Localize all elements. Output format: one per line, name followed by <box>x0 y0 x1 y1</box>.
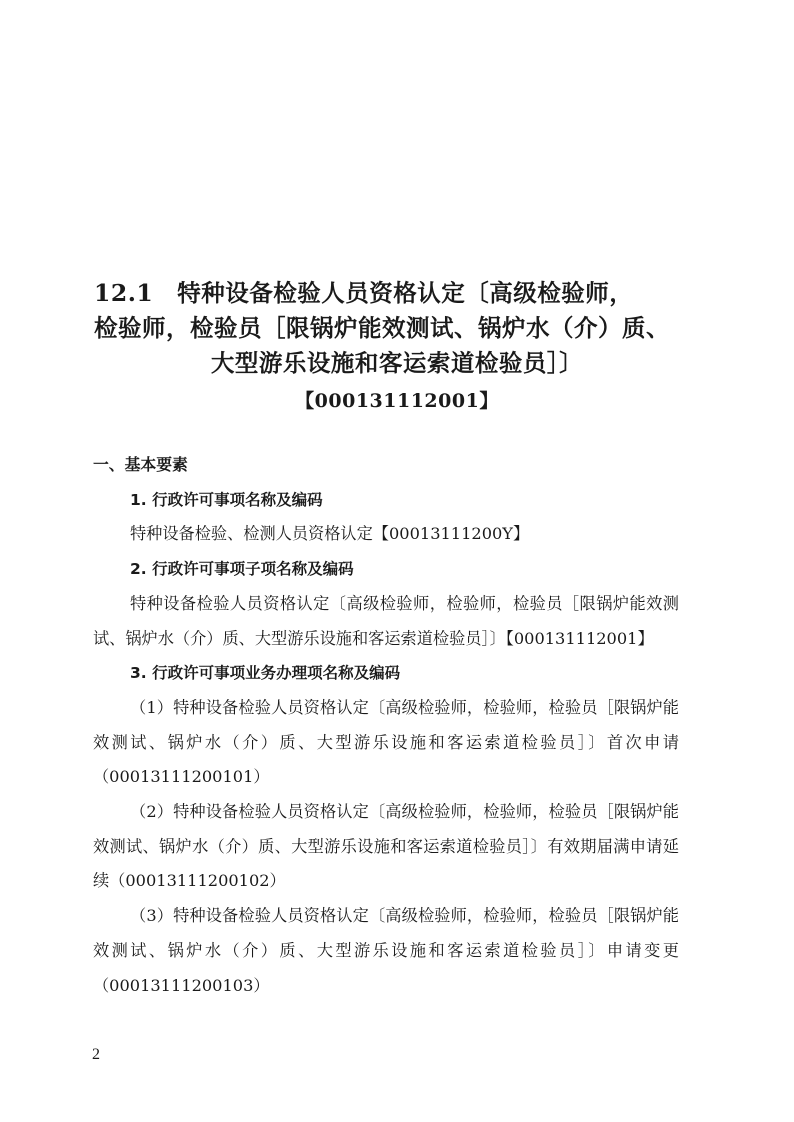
item1-heading: 1. 行政许可事项名称及编码 <box>130 490 323 509</box>
item3-sub3: （3）特种设备检验人员资格认定〔高级检验师，检验师，检验员［限锅炉能效测试、锅炉水（介）质、大型游乐设施和客运索道检验员］〕申请变更（00013111200103） <box>93 906 679 995</box>
item1-text: 特种设备检验、检测人员资格认定【00013111200Y】 <box>130 524 530 544</box>
section-heading: 一、基本要素 <box>93 455 188 474</box>
item3-heading: 3. 行政许可事项业务办理项名称及编码 <box>130 664 401 683</box>
title-line-3: 大型游乐设施和客运索道检验员］〕 <box>210 349 584 377</box>
page-number: 2 <box>92 1046 100 1063</box>
title-line-2: 检验师，检验员［限锅炉能效测试、锅炉水（介）质、 <box>94 314 670 342</box>
title-line-1: 12.1 特种设备检验人员资格认定〔高级检验师， <box>94 279 634 307</box>
title-code: 【000131112001】 <box>295 390 499 412</box>
item3-sub2: （2）特种设备检验人员资格认定〔高级检验师，检验师，检验员［限锅炉能效测试、锅炉水（介）质、大型游乐设施和客运索道检验员］〕有效期届满申请延续（00013111200102） <box>93 802 679 891</box>
item3-sub1: （1）特种设备检验人员资格认定〔高级检验师，检验师，检验员［限锅炉能效测试、锅炉水（介）质、大型游乐设施和客运索道检验员］〕首次申请（00013111200101） <box>93 697 679 787</box>
document-body <box>93 448 679 1003</box>
item2-text: 特种设备检验人员资格认定〔高级检验师，检验师，检验员［限锅炉能效测试、锅炉水（介）质、大型游乐设施和客运索道检验员］〕【000131112001】 <box>93 593 679 648</box>
item2-heading: 2. 行政许可事项子项名称及编码 <box>130 560 354 579</box>
document-title <box>90 276 704 421</box>
